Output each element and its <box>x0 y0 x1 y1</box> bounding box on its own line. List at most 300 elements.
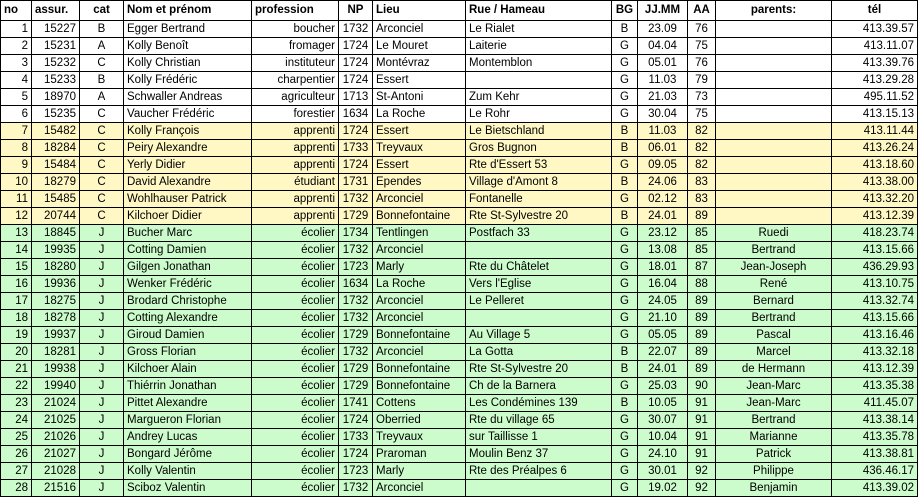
cell-assur: 15231 <box>32 38 80 55</box>
cell-bg: B <box>612 174 638 191</box>
cell-bg: B <box>612 395 638 412</box>
table-row <box>1 429 918 446</box>
cell-nom-prenom: Kolly Christian <box>124 55 252 72</box>
cell-bg: B <box>612 140 638 157</box>
cell-profession: fromager <box>252 38 339 55</box>
cell-tel: 413.10.75 <box>832 276 918 293</box>
cell-assur: 18278 <box>32 310 80 327</box>
cell-bg: G <box>612 378 638 395</box>
cell-aa: 91 <box>688 412 716 429</box>
cell-rue-hameau: Ch de la Barnera <box>466 378 612 395</box>
table-row <box>1 242 918 259</box>
cell-lieu: Bonnefontaine <box>373 327 466 344</box>
table-row <box>1 191 918 208</box>
cell-lieu: Treyvaux <box>373 140 466 157</box>
cell-aa: 82 <box>688 123 716 140</box>
cell-bg: G <box>612 191 638 208</box>
cell-tel: 436.29.93 <box>832 259 918 276</box>
cell-assur: 15482 <box>32 123 80 140</box>
cell-jj-mm: 30.07 <box>638 412 688 429</box>
cell-profession: écolier <box>252 480 339 497</box>
cell-jj-mm: 23.12 <box>638 225 688 242</box>
cell-tel: 413.38.81 <box>832 446 918 463</box>
cell-lieu: Treyvaux <box>373 429 466 446</box>
cell-cat: B <box>80 21 124 38</box>
cell-tel: 413.35.38 <box>832 378 918 395</box>
cell-jj-mm: 11.03 <box>638 72 688 89</box>
cell-profession: écolier <box>252 310 339 327</box>
cell-profession: écolier <box>252 225 339 242</box>
cell-bg: G <box>612 38 638 55</box>
cell-nom-prenom: Andrey Lucas <box>124 429 252 446</box>
cell-tel: 436.46.17 <box>832 463 918 480</box>
cell-nom-prenom: Peiry Alexandre <box>124 140 252 157</box>
cell-cat: B <box>80 72 124 89</box>
cell-nom-prenom: Cotting Damien <box>124 242 252 259</box>
cell-jj-mm: 30.01 <box>638 463 688 480</box>
cell-np: 1732 <box>339 480 373 497</box>
cell-tel: 413.26.24 <box>832 140 918 157</box>
cell-assur: 21028 <box>32 463 80 480</box>
cell-assur: 21027 <box>32 446 80 463</box>
col-header-bg: BG <box>612 1 638 21</box>
cell-parents: de Hermann <box>716 361 832 378</box>
cell-tel: 413.16.46 <box>832 327 918 344</box>
cell-aa: 89 <box>688 293 716 310</box>
cell-aa: 76 <box>688 55 716 72</box>
cell-cat: C <box>80 140 124 157</box>
table-row <box>1 344 918 361</box>
cell-nom-prenom: Bongard Jérôme <box>124 446 252 463</box>
cell-no: 15 <box>1 259 32 276</box>
cell-nom-prenom: Kolly François <box>124 123 252 140</box>
cell-jj-mm: 24.05 <box>638 293 688 310</box>
cell-rue-hameau: Le Rialet <box>466 21 612 38</box>
cell-nom-prenom: Schwaller Andreas <box>124 89 252 106</box>
cell-cat: J <box>80 412 124 429</box>
cell-cat: C <box>80 191 124 208</box>
cell-parents: Benjamin <box>716 480 832 497</box>
cell-lieu: Montévraz <box>373 55 466 72</box>
cell-tel: 413.32.20 <box>832 191 918 208</box>
cell-no: 2 <box>1 38 32 55</box>
cell-aa: 89 <box>688 327 716 344</box>
cell-assur: 18845 <box>32 225 80 242</box>
table-row <box>1 106 918 123</box>
cell-tel: 413.11.44 <box>832 123 918 140</box>
cell-aa: 89 <box>688 208 716 225</box>
cell-cat: J <box>80 327 124 344</box>
cell-no: 14 <box>1 242 32 259</box>
cell-cat: J <box>80 344 124 361</box>
cell-parents <box>716 55 832 72</box>
cell-no: 28 <box>1 480 32 497</box>
cell-cat: C <box>80 208 124 225</box>
cell-cat: J <box>80 259 124 276</box>
cell-no: 27 <box>1 463 32 480</box>
cell-rue-hameau: Le Rohr <box>466 106 612 123</box>
cell-lieu: Bonnefontaine <box>373 361 466 378</box>
cell-profession: écolier <box>252 344 339 361</box>
table-row <box>1 89 918 106</box>
cell-nom-prenom: Yerly Didier <box>124 157 252 174</box>
cell-parents: Ruedi <box>716 225 832 242</box>
table-row <box>1 446 918 463</box>
table-row <box>1 38 918 55</box>
cell-profession: écolier <box>252 378 339 395</box>
cell-no: 23 <box>1 395 32 412</box>
cell-jj-mm: 09.05 <box>638 157 688 174</box>
cell-parents: Patrick <box>716 446 832 463</box>
table-row <box>1 293 918 310</box>
cell-lieu: Bonnefontaine <box>373 208 466 225</box>
cell-rue-hameau: Rte du village 65 <box>466 412 612 429</box>
cell-np: 1729 <box>339 361 373 378</box>
cell-np: 1733 <box>339 429 373 446</box>
cell-rue-hameau: La Gotta <box>466 344 612 361</box>
cell-rue-hameau <box>466 480 612 497</box>
col-header-aa: AA <box>688 1 716 21</box>
cell-no: 17 <box>1 293 32 310</box>
cell-rue-hameau: Zum Kehr <box>466 89 612 106</box>
cell-assur: 15235 <box>32 106 80 123</box>
cell-assur: 19940 <box>32 378 80 395</box>
cell-cat: C <box>80 106 124 123</box>
cell-np: 1729 <box>339 378 373 395</box>
cell-rue-hameau <box>466 310 612 327</box>
table-row <box>1 157 918 174</box>
cell-aa: 75 <box>688 106 716 123</box>
cell-assur: 18279 <box>32 174 80 191</box>
cell-cat: J <box>80 378 124 395</box>
cell-jj-mm: 11.03 <box>638 123 688 140</box>
cell-assur: 18280 <box>32 259 80 276</box>
cell-assur: 18281 <box>32 344 80 361</box>
cell-bg: G <box>612 55 638 72</box>
cell-parents: Marcel <box>716 344 832 361</box>
cell-jj-mm: 24.01 <box>638 361 688 378</box>
cell-np: 1732 <box>339 344 373 361</box>
cell-parents: Jean-Marc <box>716 395 832 412</box>
cell-rue-hameau: Vers l'Eglise <box>466 276 612 293</box>
cell-cat: J <box>80 293 124 310</box>
cell-no: 16 <box>1 276 32 293</box>
cell-jj-mm: 10.04 <box>638 429 688 446</box>
cell-lieu: Essert <box>373 72 466 89</box>
cell-tel: 413.32.18 <box>832 344 918 361</box>
cell-rue-hameau <box>466 72 612 89</box>
col-header-cat: cat <box>80 1 124 21</box>
cell-nom-prenom: Kilchoer Didier <box>124 208 252 225</box>
cell-np: 1724 <box>339 157 373 174</box>
cell-assur: 15233 <box>32 72 80 89</box>
cell-aa: 83 <box>688 191 716 208</box>
cell-profession: écolier <box>252 412 339 429</box>
cell-profession: apprenti <box>252 157 339 174</box>
cell-bg: G <box>612 106 638 123</box>
cell-bg: B <box>612 361 638 378</box>
cell-bg: G <box>612 463 638 480</box>
cell-parents: Bertrand <box>716 242 832 259</box>
cell-profession: apprenti <box>252 123 339 140</box>
cell-tel: 413.11.07 <box>832 38 918 55</box>
cell-jj-mm: 13.08 <box>638 242 688 259</box>
cell-bg: G <box>612 293 638 310</box>
cell-assur: 21025 <box>32 412 80 429</box>
cell-aa: 85 <box>688 242 716 259</box>
cell-bg: G <box>612 225 638 242</box>
cell-lieu: Essert <box>373 123 466 140</box>
cell-cat: J <box>80 429 124 446</box>
cell-aa: 85 <box>688 225 716 242</box>
cell-assur: 21026 <box>32 429 80 446</box>
table-row <box>1 412 918 429</box>
cell-rue-hameau: Moulin Benz 37 <box>466 446 612 463</box>
cell-assur: 15485 <box>32 191 80 208</box>
cell-no: 18 <box>1 310 32 327</box>
cell-profession: écolier <box>252 293 339 310</box>
table-row <box>1 21 918 38</box>
cell-profession: apprenti <box>252 208 339 225</box>
cell-profession: écolier <box>252 361 339 378</box>
cell-nom-prenom: Brodard Christophe <box>124 293 252 310</box>
cell-np: 1741 <box>339 395 373 412</box>
cell-no: 6 <box>1 106 32 123</box>
cell-bg: G <box>612 259 638 276</box>
cell-nom-prenom: Wohlhauser Patrick <box>124 191 252 208</box>
cell-lieu: Le Mouret <box>373 38 466 55</box>
cell-bg: G <box>612 72 638 89</box>
table-row <box>1 463 918 480</box>
cell-tel: 413.15.66 <box>832 310 918 327</box>
cell-aa: 76 <box>688 21 716 38</box>
cell-lieu: La Roche <box>373 276 466 293</box>
cell-aa: 91 <box>688 429 716 446</box>
table-row <box>1 140 918 157</box>
cell-rue-hameau: Fontanelle <box>466 191 612 208</box>
cell-aa: 90 <box>688 378 716 395</box>
cell-parents <box>716 191 832 208</box>
cell-tel: 413.15.66 <box>832 242 918 259</box>
table-row <box>1 123 918 140</box>
cell-tel: 411.45.07 <box>832 395 918 412</box>
cell-profession: écolier <box>252 276 339 293</box>
cell-lieu: Arconciel <box>373 344 466 361</box>
table-row <box>1 361 918 378</box>
cell-bg: G <box>612 89 638 106</box>
cell-rue-hameau: Rte d'Essert 53 <box>466 157 612 174</box>
cell-parents <box>716 38 832 55</box>
cell-assur: 18275 <box>32 293 80 310</box>
cell-parents: Jean-Marc <box>716 378 832 395</box>
cell-cat: C <box>80 55 124 72</box>
cell-rue-hameau: Rte St-Sylvestre 20 <box>466 361 612 378</box>
cell-rue-hameau: Les Condémines 139 <box>466 395 612 412</box>
cell-jj-mm: 21.03 <box>638 89 688 106</box>
cell-assur: 20744 <box>32 208 80 225</box>
cell-cat: J <box>80 361 124 378</box>
cell-np: 1724 <box>339 72 373 89</box>
cell-lieu: Arconciel <box>373 191 466 208</box>
col-header-nom-prenom: Nom et prénom <box>124 1 252 21</box>
cell-cat: J <box>80 242 124 259</box>
cell-aa: 91 <box>688 395 716 412</box>
cell-no: 22 <box>1 378 32 395</box>
cell-rue-hameau: sur Taillisse 1 <box>466 429 612 446</box>
cell-bg: G <box>612 242 638 259</box>
cell-lieu: Arconciel <box>373 480 466 497</box>
cell-no: 1 <box>1 21 32 38</box>
cell-jj-mm: 22.07 <box>638 344 688 361</box>
cell-np: 1723 <box>339 463 373 480</box>
cell-tel: 413.32.74 <box>832 293 918 310</box>
cell-cat: A <box>80 38 124 55</box>
cell-aa: 91 <box>688 446 716 463</box>
cell-bg: B <box>612 344 638 361</box>
cell-lieu: Arconciel <box>373 21 466 38</box>
cell-jj-mm: 23.09 <box>638 21 688 38</box>
cell-no: 8 <box>1 140 32 157</box>
cell-nom-prenom: Kolly Valentin <box>124 463 252 480</box>
cell-profession: boucher <box>252 21 339 38</box>
cell-parents: Jean-Joseph <box>716 259 832 276</box>
cell-rue-hameau: Au Village 5 <box>466 327 612 344</box>
cell-aa: 82 <box>688 157 716 174</box>
cell-profession: apprenti <box>252 140 339 157</box>
table-row <box>1 208 918 225</box>
cell-cat: J <box>80 395 124 412</box>
cell-nom-prenom: Wenker Frédéric <box>124 276 252 293</box>
cell-assur: 21024 <box>32 395 80 412</box>
cell-lieu: Oberried <box>373 412 466 429</box>
cell-np: 1724 <box>339 55 373 72</box>
cell-lieu: Bonnefontaine <box>373 378 466 395</box>
cell-assur: 19937 <box>32 327 80 344</box>
table-row <box>1 276 918 293</box>
col-header-np: NP <box>339 1 373 21</box>
cell-jj-mm: 24.06 <box>638 174 688 191</box>
cell-parents <box>716 106 832 123</box>
cell-rue-hameau: Rte des Préalpes 6 <box>466 463 612 480</box>
cell-parents <box>716 123 832 140</box>
cell-profession: agriculteur <box>252 89 339 106</box>
cell-cat: J <box>80 276 124 293</box>
cell-lieu: Arconciel <box>373 242 466 259</box>
cell-bg: G <box>612 412 638 429</box>
cell-rue-hameau: Laiterie <box>466 38 612 55</box>
cell-np: 1724 <box>339 38 373 55</box>
cell-aa: 89 <box>688 361 716 378</box>
table-row <box>1 310 918 327</box>
cell-np: 1732 <box>339 21 373 38</box>
table-row <box>1 480 918 497</box>
cell-no: 9 <box>1 157 32 174</box>
cell-np: 1732 <box>339 242 373 259</box>
cell-parents: Bertrand <box>716 412 832 429</box>
table-row <box>1 174 918 191</box>
cell-profession: écolier <box>252 463 339 480</box>
cell-lieu: Cottens <box>373 395 466 412</box>
cell-tel: 413.29.28 <box>832 72 918 89</box>
cell-jj-mm: 24.01 <box>638 208 688 225</box>
cell-cat: J <box>80 480 124 497</box>
cell-np: 1734 <box>339 225 373 242</box>
cell-lieu: Tentlingen <box>373 225 466 242</box>
cell-assur: 19938 <box>32 361 80 378</box>
cell-bg: G <box>612 327 638 344</box>
col-header-assur: assur. <box>32 1 80 21</box>
cell-nom-prenom: Kolly Benoît <box>124 38 252 55</box>
cell-aa: 92 <box>688 463 716 480</box>
cell-np: 1732 <box>339 191 373 208</box>
col-header-tel: tél <box>832 1 918 21</box>
cell-tel: 413.18.60 <box>832 157 918 174</box>
cell-no: 20 <box>1 344 32 361</box>
cell-nom-prenom: Thiérrin Jonathan <box>124 378 252 395</box>
cell-parents: René <box>716 276 832 293</box>
cell-parents: Bertrand <box>716 310 832 327</box>
cell-tel: 413.39.02 <box>832 480 918 497</box>
cell-tel: 413.39.76 <box>832 55 918 72</box>
cell-no: 10 <box>1 174 32 191</box>
col-header-rue-hameau: Rue / Hameau <box>466 1 612 21</box>
table-row <box>1 378 918 395</box>
cell-parents <box>716 208 832 225</box>
cell-no: 3 <box>1 55 32 72</box>
cell-rue-hameau: Le Bietschland <box>466 123 612 140</box>
cell-no: 24 <box>1 412 32 429</box>
cell-tel: 413.39.57 <box>832 21 918 38</box>
cell-jj-mm: 30.04 <box>638 106 688 123</box>
cell-aa: 89 <box>688 344 716 361</box>
cell-profession: apprenti <box>252 191 339 208</box>
cell-jj-mm: 24.10 <box>638 446 688 463</box>
col-header-no: no <box>1 1 32 21</box>
cell-aa: 75 <box>688 38 716 55</box>
cell-np: 1732 <box>339 310 373 327</box>
table-row <box>1 225 918 242</box>
cell-jj-mm: 02.12 <box>638 191 688 208</box>
cell-rue-hameau: Postfach 33 <box>466 225 612 242</box>
cell-rue-hameau: Rte du Châtelet <box>466 259 612 276</box>
cell-assur: 18970 <box>32 89 80 106</box>
cell-profession: charpentier <box>252 72 339 89</box>
cell-nom-prenom: Sciboz Valentin <box>124 480 252 497</box>
cell-bg: G <box>612 429 638 446</box>
table-row <box>1 327 918 344</box>
cell-nom-prenom: Vaucher Frédéric <box>124 106 252 123</box>
cell-rue-hameau: Gros Bugnon <box>466 140 612 157</box>
cell-np: 1713 <box>339 89 373 106</box>
col-header-profession: profession <box>252 1 339 21</box>
cell-assur: 18284 <box>32 140 80 157</box>
cell-parents <box>716 174 832 191</box>
cell-aa: 79 <box>688 72 716 89</box>
cell-no: 12 <box>1 208 32 225</box>
cell-nom-prenom: Gilgen Jonathan <box>124 259 252 276</box>
cell-jj-mm: 18.01 <box>638 259 688 276</box>
cell-cat: J <box>80 225 124 242</box>
cell-no: 5 <box>1 89 32 106</box>
cell-jj-mm: 16.04 <box>638 276 688 293</box>
cell-parents <box>716 72 832 89</box>
cell-nom-prenom: Giroud Damien <box>124 327 252 344</box>
cell-aa: 83 <box>688 174 716 191</box>
cell-np: 1724 <box>339 446 373 463</box>
cell-np: 1729 <box>339 208 373 225</box>
cell-cat: J <box>80 463 124 480</box>
cell-tel: 418.23.74 <box>832 225 918 242</box>
